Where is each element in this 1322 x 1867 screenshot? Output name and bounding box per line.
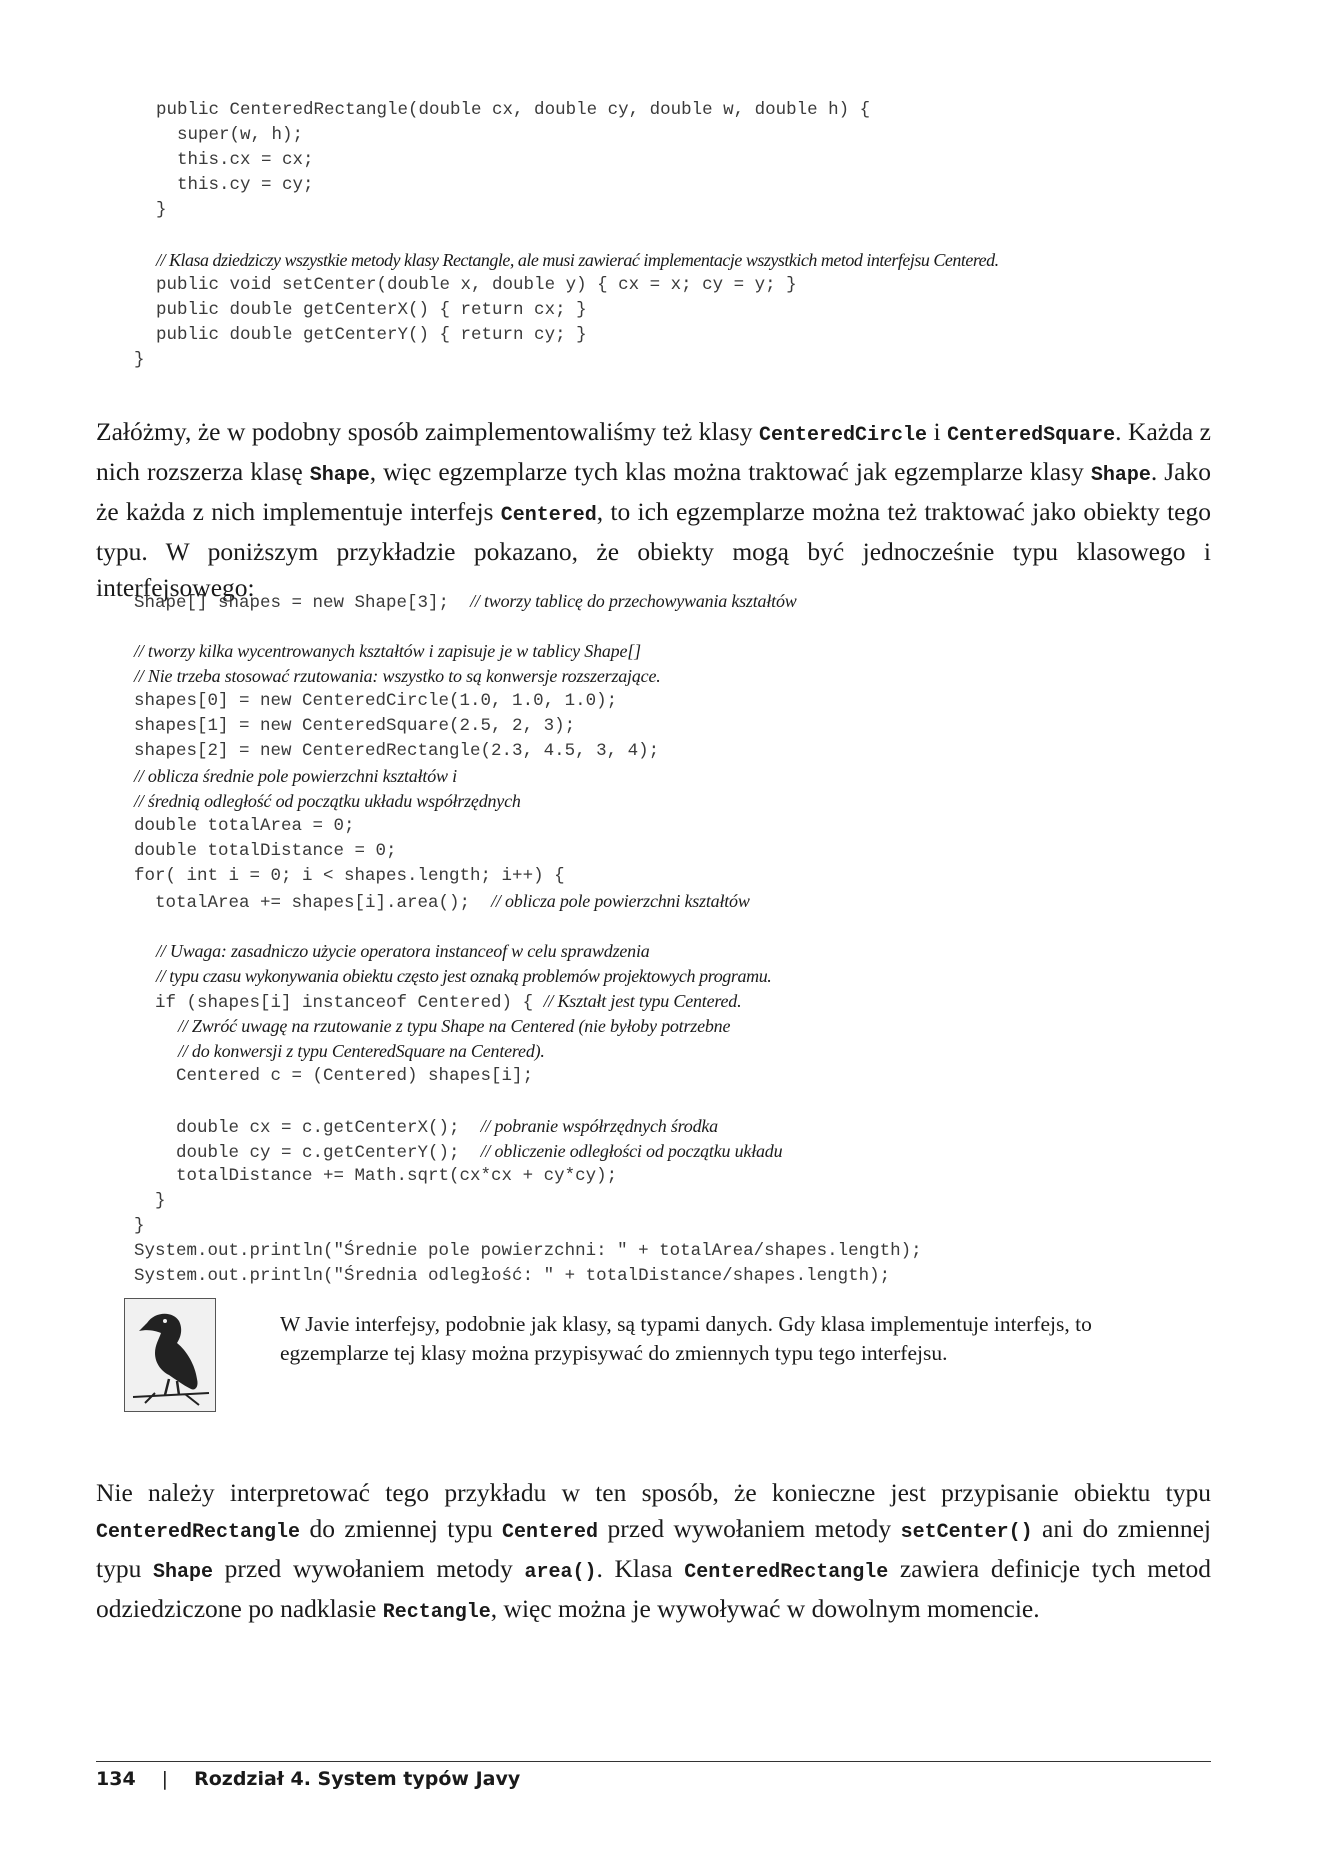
code-line: shapes[1] = new CenteredSquare(2.5, 2, 3); [134,716,576,736]
text-run: przed wywołaniem metody [598,1514,901,1543]
footer-separator: | [161,1768,169,1790]
raven-illustration [125,1299,215,1411]
inline-code: setCenter() [900,1521,1033,1544]
code-comment: // do konwersji z typu CenteredSquare na Centered). [178,1041,545,1061]
code-line [134,914,922,939]
text-run: . Klasa [596,1554,685,1583]
raven-icon [124,1298,216,1412]
text-run: do zmiennej typu [300,1514,503,1543]
code-line: this.cx = cx; [156,150,314,170]
code-line: public void setCenter(double x, double y) { cx = x; cy = y; } [156,275,797,295]
code-line: super(w, h); [156,125,304,145]
code-line [134,223,999,248]
paragraph-explanation [96,1475,1211,1631]
inline-code: Rectangle [382,1601,491,1624]
text-run: Załóżmy, że w podobny sposób zaimplementowaliśmy też klasy [96,417,759,446]
code-line: System.out.println("Średnie pole powierzchni: " + totalArea/shapes.length); [134,1241,922,1261]
inline-code: Shape [1090,464,1151,487]
footer-rule [96,1761,1211,1762]
inline-code: Centered [500,504,597,527]
code-comment: // Klasa dziedziczy wszystkie metody klasy Rectangle, ale musi zawierać implementacje wszystkich metod interfejsu Centered. [156,250,999,270]
code-comment: // Nie trzeba stosować rzutowania: wszystko to są konwersje rozszerzające. [134,666,661,686]
code-line [134,1089,922,1114]
text-run: zawiera definicje tych metod odziedziczone po nadklasie [96,1554,1211,1623]
text-run: ani do zmiennej typu [96,1514,1211,1583]
code-line: totalArea += shapes[i].area(); // oblicza pole powierzchni kształtów [134,891,750,913]
code-line: System.out.println("Średnia odległość: " + totalDistance/shapes.length); [134,1266,891,1286]
code-listing-top [134,98,999,373]
paragraph-intro [96,414,1211,606]
text-run: , więc można je wywoływać w dowolnym momencie. [490,1594,1040,1623]
code-line: this.cy = cy; [156,175,314,195]
code-line: if (shapes[i] instanceof Centered) { // Kształt jest typu Centered. [134,991,742,1013]
code-line: double cy = c.getCenterY(); // obliczenie odległości od początku układu [134,1141,783,1163]
page-number: 134 [96,1768,136,1790]
code-line: double cx = c.getCenterX(); // pobranie współrzędnych środka [134,1116,718,1138]
code-line: Centered c = (Centered) shapes[i]; [134,1066,534,1086]
note-text: W Javie interfejsy, podobnie jak klasy, są typami danych. Gdy klasa implementuje interfejs, to egzemplarze tej klasy można przypisywać do zmiennych typu tego interfejsu. [280,1312,1092,1365]
code-comment: // Uwaga: zasadniczo użycie operatora instanceof w celu sprawdzenia [156,941,650,961]
inline-code: CenteredRectangle [96,1521,301,1544]
code-comment: // tworzy kilka wycentrowanych kształtów i zapisuje je w tablicy Shape[] [134,641,641,661]
inline-code: Shape [153,1561,214,1584]
code-line: shapes[0] = new CenteredCircle(1.0, 1.0, 1.0); [134,691,618,711]
inline-code: CenteredRectangle [684,1561,889,1584]
inline-code: Shape [309,464,370,487]
inline-code: CenteredCircle [758,424,928,447]
code-comment: // średnią odległość od początku układu współrzędnych [134,791,521,811]
code-comment: // oblicza średnie pole powierzchni kształtów i [134,766,457,786]
code-line: } [134,1191,166,1211]
code-line: } [156,200,167,220]
chapter-title: Rozdział 4. System typów Javy [194,1768,521,1790]
code-line: shapes[2] = new CenteredRectangle(2.3, 4.5, 3, 4); [134,741,660,761]
code-listing-main [134,589,922,1289]
text-run: , to ich egzemplarze można też traktować jako obiekty tego typu. W poniższym przykładzie pokazano, że obiekty mogą być jednocześnie typu klasowego i interfejsowego: [96,497,1212,602]
code-line: public CenteredRectangle(double cx, double cy, double w, double h) { [156,100,871,120]
inline-code: area() [524,1561,597,1584]
text-run: Nie należy interpretować tego przykładu w ten sposób, że konieczne jest przypisanie obiektu typu [96,1478,1211,1507]
code-line: } [134,350,145,370]
code-line: public double getCenterX() { return cx; } [156,300,587,320]
text-run: , więc egzemplarze tych klas można traktować jak egzemplarze klasy [369,457,1091,486]
code-comment: // Zwróć uwagę na rzutowanie z typu Shape na Centered (nie byłoby potrzebne [178,1016,731,1036]
text-run: . Jako że każda z nich implementuje interfejs [96,457,1211,526]
code-line: public double getCenterY() { return cy; } [156,325,587,345]
text-run: . Każda z nich rozszerza klasę [96,417,1211,486]
code-line: } [134,1216,145,1236]
code-line: double totalArea = 0; [134,816,355,836]
text-run: i [927,417,948,446]
inline-code: Centered [502,1521,599,1544]
code-comment: // typu czasu wykonywania obiektu często jest oznaką problemów projektowych programu. [156,966,772,986]
code-line: totalDistance += Math.sqrt(cx*cx + cy*cy); [134,1166,618,1186]
code-line: Shape[] shapes = new Shape[3]; // tworzy tablicę do przechowywania kształtów [134,591,797,613]
code-line: for( int i = 0; i < shapes.length; i++) { [134,866,565,886]
inline-code: CenteredSquare [947,424,1116,447]
page-footer [96,1768,520,1790]
code-line [134,614,922,639]
code-line: double totalDistance = 0; [134,841,397,861]
text-run: przed wywołaniem metody [213,1554,525,1583]
